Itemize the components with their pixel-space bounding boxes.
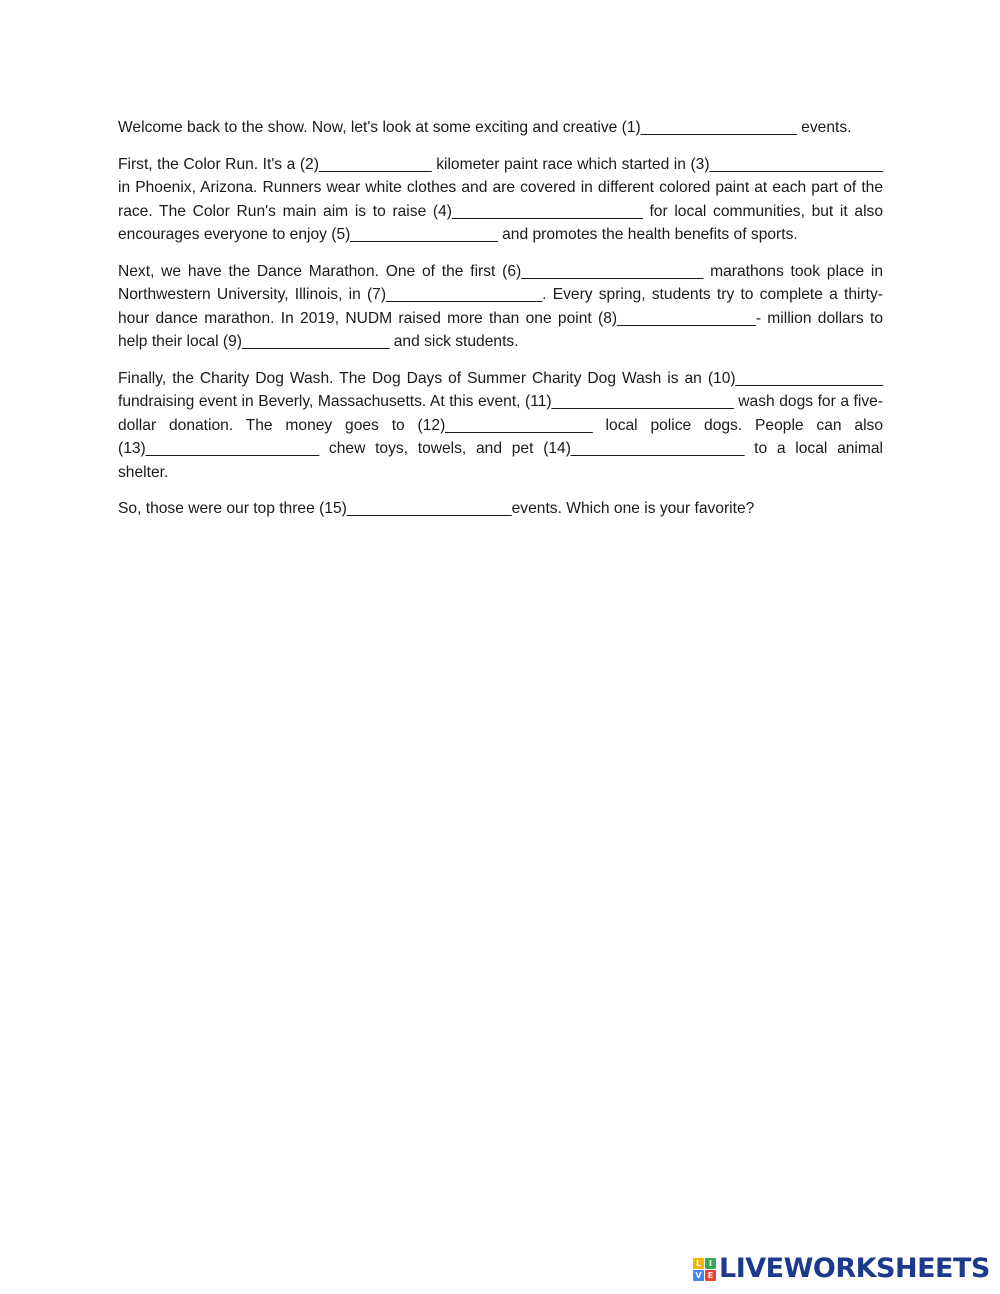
fill-in-blank[interactable]: (15)___________________	[319, 500, 512, 517]
fill-in-blank[interactable]: (10)_________________	[707, 369, 883, 387]
fill-in-blank[interactable]: (14)____________________	[543, 440, 745, 457]
paragraph-text: to a local animal shelter.	[118, 440, 884, 481]
paragraph-text: marathons took place in Northwestern University, Illinois, in	[118, 262, 883, 303]
paragraph-text: in Phoenix, Arizona. Runners wear white clothes and are covered in different colored paint at each part of the race. The Color Run's main aim is to raise	[118, 179, 883, 220]
paragraph-text: Next, we have the Dance Marathon. One of the first	[118, 262, 503, 280]
fill-in-blank[interactable]: (4)______________________	[432, 202, 643, 220]
fill-in-blank[interactable]: (5)_________________	[331, 226, 498, 243]
fill-in-blank[interactable]: (9)_________________	[222, 333, 390, 350]
fill-in-blank[interactable]: (7)__________________	[366, 286, 543, 303]
paragraph-text: for local communities, but it also encourages everyone to enjoy	[118, 202, 884, 243]
logo-cell: L	[693, 1258, 704, 1269]
paragraph-text: kilometer paint race which started in	[431, 155, 691, 173]
paragraph-text: events. Which one is your favorite?	[511, 500, 755, 517]
paragraph-text: - million dollars to help their local	[118, 309, 884, 350]
fill-in-blank[interactable]: (6)_____________________	[502, 262, 704, 280]
liveworksheets-logo	[693, 1254, 990, 1284]
paragraph-text: So, those were our top three	[118, 500, 320, 517]
worksheet-text	[118, 116, 883, 534]
logo-mark-icon	[693, 1258, 716, 1281]
fill-in-blank[interactable]: (12)_________________	[417, 416, 593, 434]
paragraph-dance-marathon	[118, 260, 883, 354]
paragraph-color-run	[118, 153, 883, 247]
fill-in-blank[interactable]: (11)_____________________	[525, 393, 734, 410]
paragraph-closing	[118, 497, 883, 521]
paragraph-intro	[118, 116, 883, 140]
fill-in-blank[interactable]: (13)____________________	[118, 440, 320, 457]
paragraph-text: and sick students.	[389, 333, 519, 350]
paragraph-text: and promotes the health benefits of sports.	[497, 226, 798, 243]
paragraph-text: local police dogs. People can also	[592, 416, 884, 434]
paragraph-text: Finally, the Charity Dog Wash. The Dog Days of Summer Charity Dog Wash is an	[118, 369, 708, 387]
logo-text: LIVEWORKSHEETS	[719, 1253, 990, 1284]
paragraph-text: First, the Color Run. It's a	[118, 155, 300, 173]
paragraph-text: events.	[796, 119, 852, 136]
fill-in-blank[interactable]: (8)________________	[598, 309, 756, 327]
paragraph-dog-wash	[118, 367, 883, 485]
paragraph-text: fundraising event in Beverly, Massachusetts. At this event,	[118, 393, 526, 410]
logo-cell: V	[693, 1270, 704, 1281]
paragraph-text: chew toys, towels, and pet	[319, 440, 544, 457]
logo-cell: E	[705, 1270, 716, 1281]
paragraph-text: . Every spring, students try to complete a thirty-hour dance marathon. In 2019, NUDM raised more than one point	[118, 286, 883, 327]
paragraph-text: Welcome back to the show. Now, let's look at some exciting and creative	[118, 119, 622, 136]
fill-in-blank[interactable]: (2)_____________	[299, 155, 432, 173]
fill-in-blank[interactable]: (1)__________________	[621, 119, 797, 136]
fill-in-blank[interactable]: (3)____________________	[690, 155, 883, 173]
logo-cell: I	[705, 1258, 716, 1269]
paragraph-text: wash dogs for a five-dollar donation. The money goes to	[118, 393, 883, 434]
